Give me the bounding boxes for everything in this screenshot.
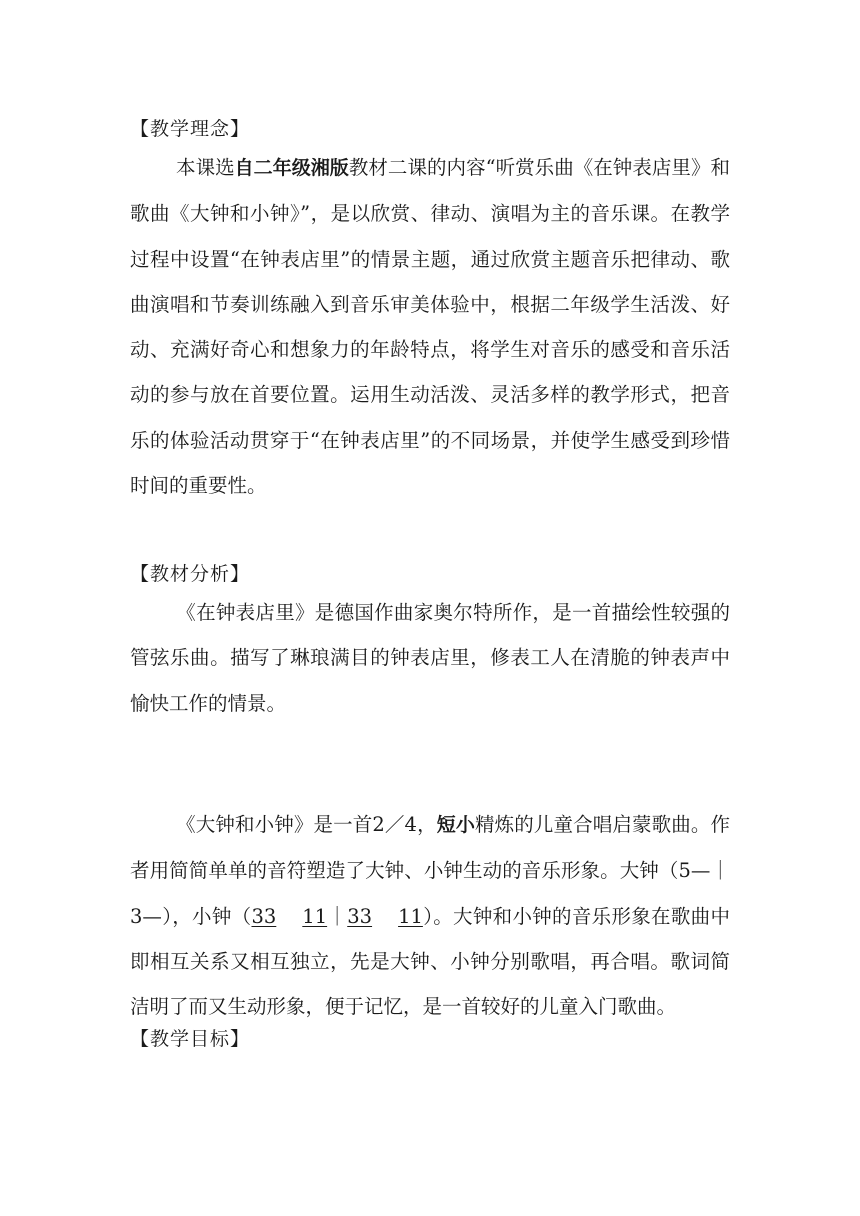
song-text-rest: ）。大钟和小钟的音乐形象在歌曲中即相互关系又相互独立，先是大钟、小钟分别歌唱，再合唱。歌词简洁明了而又生动形象，便于记忆，是一首较好的儿童入门歌曲。 (130, 904, 730, 1019)
heading-material-analysis: 【教材分析】 (130, 563, 251, 585)
small-clock-notes-1: 33 (251, 904, 277, 928)
philosophy-text-start: 本课选 (176, 156, 235, 179)
small-clock-notes-3: 33 (347, 904, 373, 928)
song-text-start: 《大钟和小钟》是一首2／4， (176, 813, 437, 836)
heading-teaching-philosophy: 【教学理念】 (130, 118, 251, 140)
paragraph-clock-shop-analysis (130, 590, 730, 726)
song-text-bold: 短小 (436, 814, 475, 836)
song-text-middle: 精炼的儿童合唱启蒙歌曲。作者用简简单单的音符塑造了大钟、小钟生动的音乐形象。大钟（5—｜3—），小钟（ (130, 813, 730, 928)
small-clock-notes-4: 11 (398, 904, 423, 928)
bar-line: ｜ (327, 904, 348, 928)
small-clock-notes-2: 11 (302, 904, 328, 928)
philosophy-text-bold: 自二年级湘版 (234, 157, 349, 179)
paragraph-teaching-philosophy (130, 145, 730, 508)
heading-teaching-goals: 【教学目标】 (130, 1028, 251, 1050)
paragraph-big-small-clock-analysis (130, 802, 730, 1029)
clock-shop-text: 《在钟表店里》是德国作曲家奥尔特所作，是一首描绘性较强的管弦乐曲。描写了琳琅满目的钟表店里，修表工人在清脆的钟表声中愉快工作的情景。 (130, 601, 730, 715)
philosophy-text-rest: 教材二课的内容“听赏乐曲《在钟表店里》和歌曲《大钟和小钟》”，是以欣赏、律动、演唱为主的音乐课。在教学过程中设置“在钟表店里”的情景主题，通过欣赏主题音乐把律动、歌曲演唱和节奏训练融入到音乐审美体验中，根据二年级学生活泼、好动、充满好奇心和想象力的年龄特点，将学生对音乐的感受和音乐活动的参与放在首要位置。运用生动活泼、灵活多样的教学形式，把音乐的体验活动贯穿于“在钟表店里”的不同场景，并使学生感受到珍惜时间的重要性。 (130, 156, 730, 498)
